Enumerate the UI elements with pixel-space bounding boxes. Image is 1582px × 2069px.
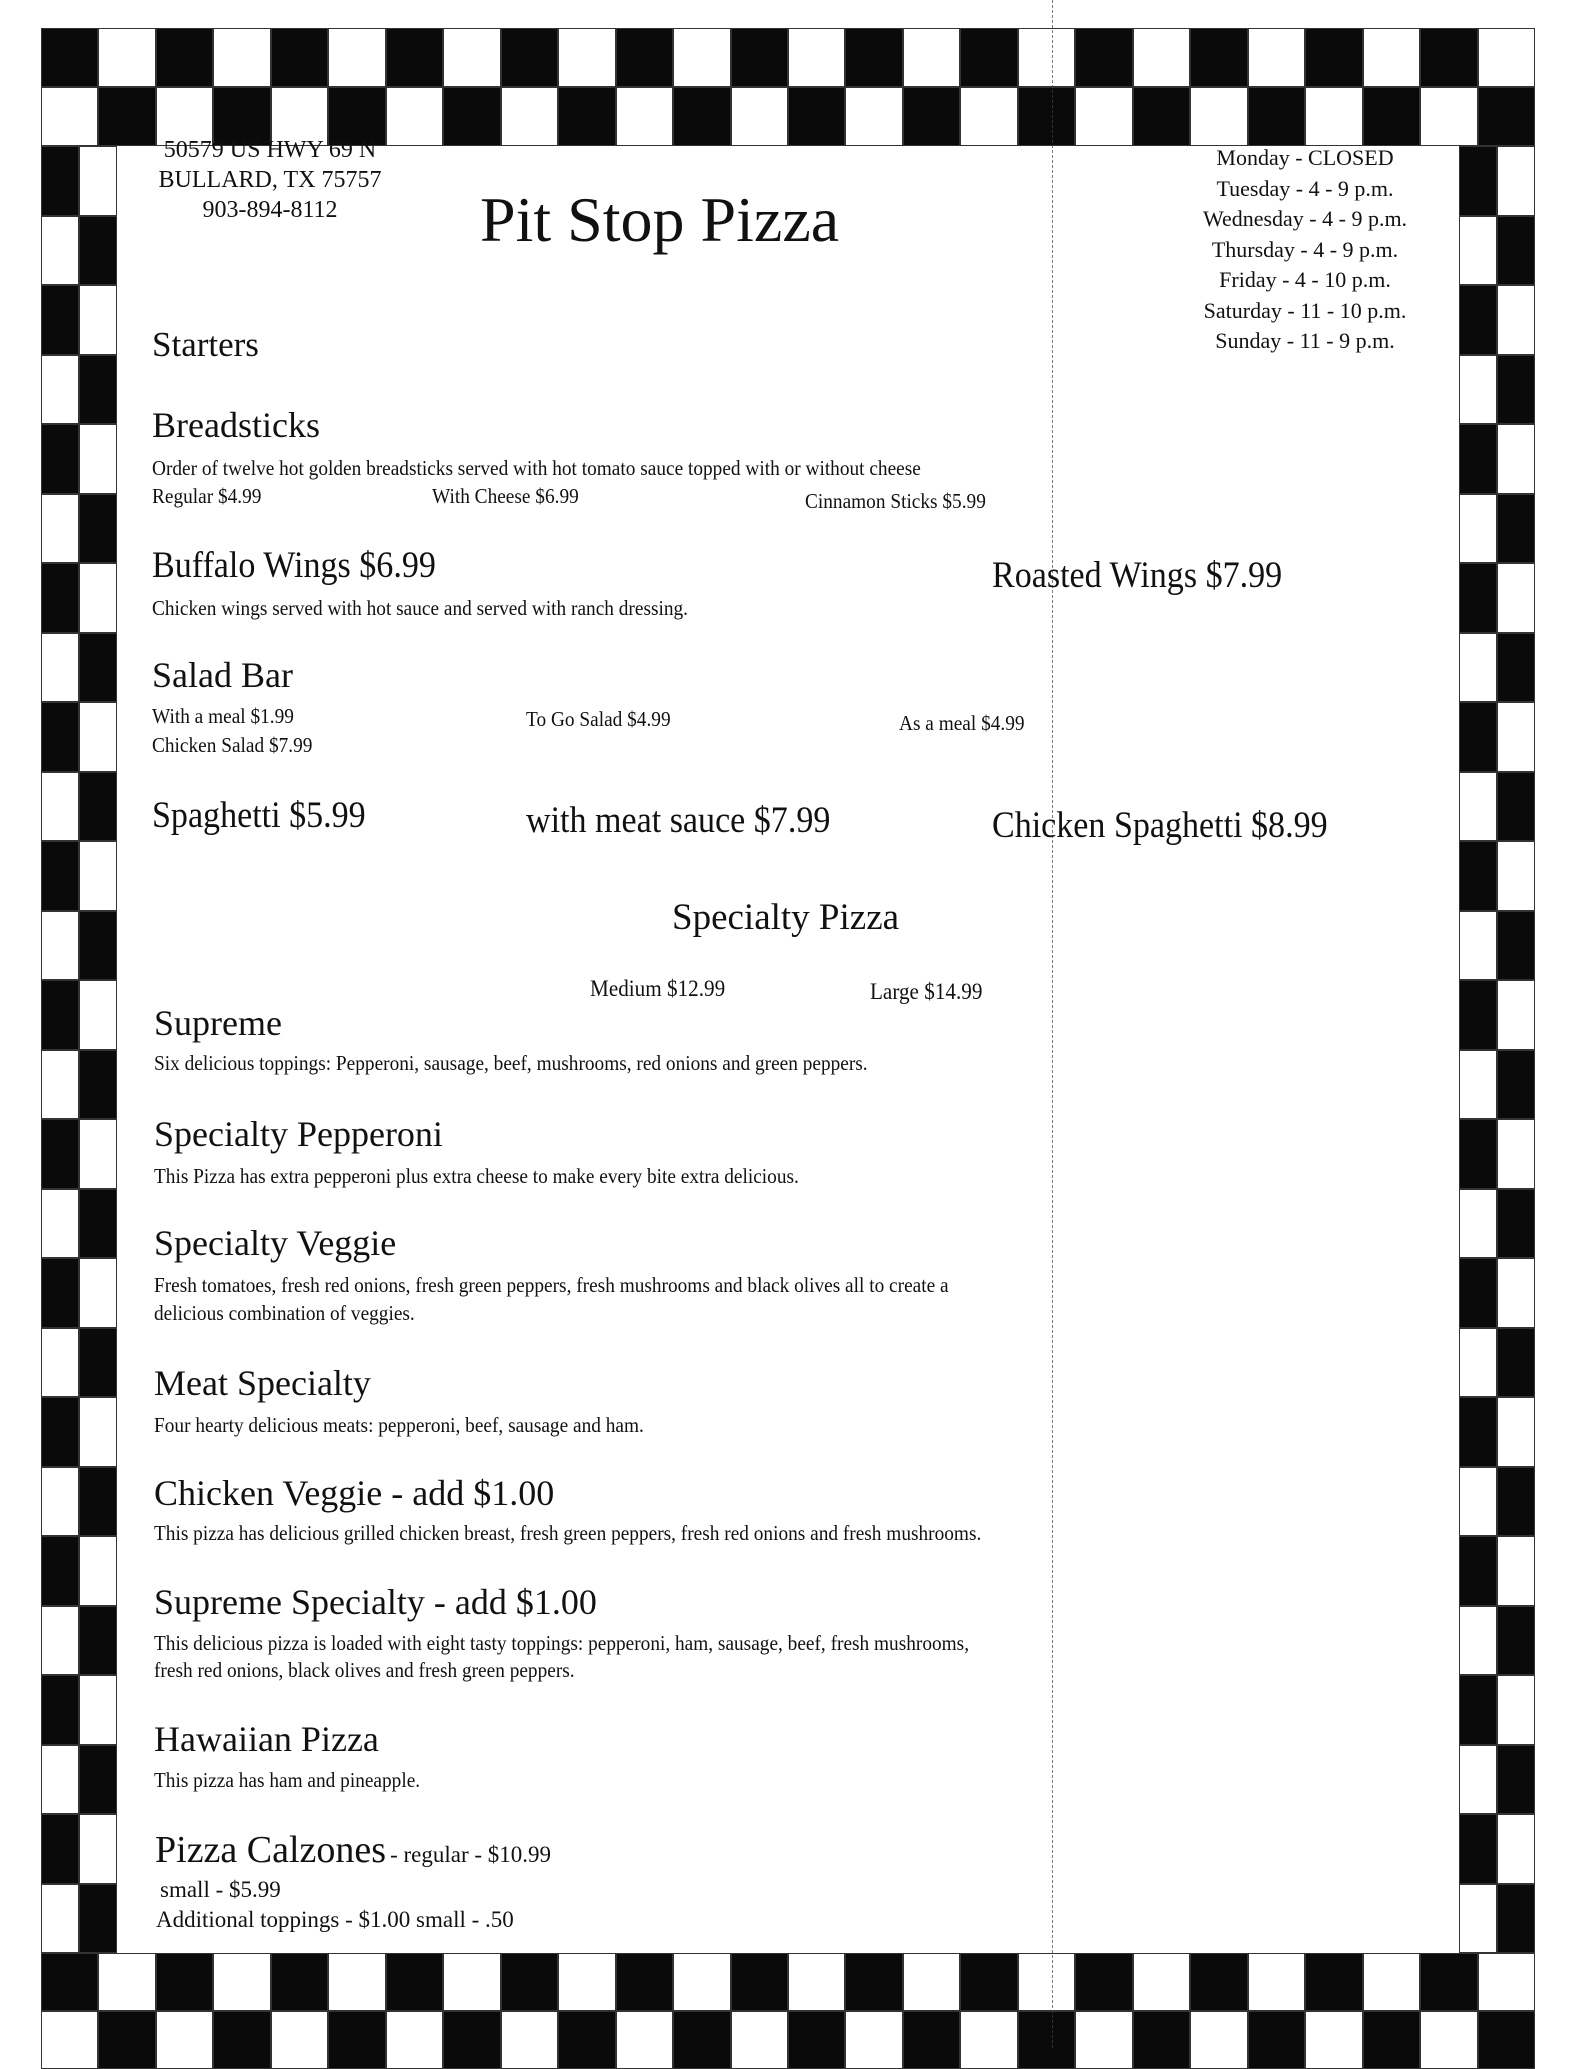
checker-square <box>79 1050 117 1120</box>
spaghetti-meat-sauce-price: with meat sauce $7.99 <box>526 800 831 841</box>
checker-square <box>79 1745 117 1815</box>
checker-square <box>41 1258 79 1328</box>
specialty-veggie-description-line1: Fresh tomatoes, fresh red onions, fresh green peppers, fresh mushrooms and black olives all to create a <box>154 1273 949 1297</box>
checker-square <box>41 87 98 146</box>
checker-square <box>1018 87 1075 146</box>
checker-square <box>41 1328 79 1398</box>
checker-square <box>1478 28 1535 87</box>
checker-square <box>1478 1953 1535 2011</box>
checker-square <box>1497 1119 1535 1189</box>
checker-square <box>79 1606 117 1676</box>
salad-as-meal-price: As a meal $4.99 <box>899 711 1025 735</box>
checker-square <box>1133 2011 1190 2069</box>
checker-square <box>41 28 98 87</box>
checker-square <box>79 1258 117 1328</box>
calzones-regular-price: - regular - $10.99 <box>390 1842 552 1867</box>
hours-friday: Friday - 4 - 10 p.m. <box>1219 267 1391 292</box>
checker-square <box>271 2011 328 2069</box>
specialty-pepperoni-description: This Pizza has extra pepperoni plus extra cheese to make every bite extra delicious. <box>154 1164 799 1188</box>
calzones-small-price: small - $5.99 <box>160 1877 281 1902</box>
checker-square <box>1420 87 1477 146</box>
hawaiian-pizza-description: This pizza has ham and pineapple. <box>154 1768 421 1792</box>
checker-square <box>79 1467 117 1537</box>
checkered-border-left <box>41 146 117 1953</box>
checker-square <box>41 1745 79 1815</box>
checker-square <box>41 1814 79 1884</box>
checker-square <box>960 2011 1017 2069</box>
checker-square <box>1459 772 1497 842</box>
checker-square <box>1497 1884 1535 1954</box>
checker-square <box>903 1953 960 2011</box>
checker-square <box>41 772 79 842</box>
address-street: 50579 US HWY 69 N <box>163 137 377 163</box>
checker-square <box>79 1119 117 1189</box>
breadsticks-description: Order of twelve hot golden breadsticks served with hot tomato sauce topped with or without cheese <box>152 456 921 480</box>
checkered-border-top <box>41 28 1535 146</box>
checker-square <box>41 2011 98 2069</box>
checker-square <box>1497 355 1535 425</box>
checker-square <box>1497 1258 1535 1328</box>
checker-square <box>41 355 79 425</box>
checker-square <box>328 28 385 87</box>
checker-square <box>1478 87 1535 146</box>
checker-square <box>41 285 79 355</box>
checker-square <box>616 2011 673 2069</box>
checker-square <box>1075 28 1132 87</box>
checker-square <box>79 146 117 216</box>
checker-square <box>156 28 213 87</box>
checker-square <box>1459 494 1497 564</box>
checker-square <box>1459 146 1497 216</box>
checker-square <box>1305 1953 1362 2011</box>
hours-saturday: Saturday - 11 - 10 p.m. <box>1203 297 1407 323</box>
checker-square <box>1459 702 1497 772</box>
checker-square <box>731 28 788 87</box>
checker-square <box>1459 1189 1497 1259</box>
checker-square <box>1248 2011 1305 2069</box>
starters-heading: Starters <box>152 325 259 364</box>
checker-square <box>1459 1536 1497 1606</box>
checker-square <box>788 28 845 87</box>
checker-square <box>1248 28 1305 87</box>
checker-square <box>1497 1745 1535 1815</box>
checker-square <box>41 980 79 1050</box>
phone-number: 903-894-8112 <box>202 197 338 223</box>
spaghetti-price: Spaghetti $5.99 <box>152 795 366 836</box>
checkered-border-right <box>1459 146 1535 1953</box>
checker-square <box>98 2011 155 2069</box>
checker-square <box>1497 980 1535 1050</box>
checker-square <box>673 28 730 87</box>
checker-square <box>79 1814 117 1884</box>
checker-square <box>1459 1467 1497 1537</box>
checker-square <box>673 1953 730 2011</box>
checker-square <box>903 28 960 87</box>
supreme-specialty-description-line2: fresh red onions, black olives and fresh green peppers. <box>154 1658 575 1682</box>
checker-square <box>1459 424 1497 494</box>
checker-square <box>1190 2011 1247 2069</box>
chicken-salad-price: Chicken Salad $7.99 <box>152 733 313 757</box>
checker-square <box>1459 911 1497 981</box>
checker-square <box>501 2011 558 2069</box>
checker-square <box>41 1189 79 1259</box>
checker-square <box>1420 2011 1477 2069</box>
hours-monday: Monday - CLOSED <box>1216 145 1394 170</box>
checker-square <box>903 87 960 146</box>
checker-square <box>616 1953 673 2011</box>
checker-square <box>1497 424 1535 494</box>
checker-square <box>79 702 117 772</box>
checker-square <box>271 28 328 87</box>
business-hours <box>1170 143 1440 357</box>
checker-square <box>788 1953 845 2011</box>
checker-square <box>1497 1814 1535 1884</box>
specialty-veggie-name: Specialty Veggie <box>154 1223 397 1263</box>
checker-square <box>1497 1536 1535 1606</box>
buffalo-wings-description: Chicken wings served with hot sauce and served with ranch dressing. <box>152 596 689 620</box>
checker-square <box>1497 633 1535 703</box>
hawaiian-pizza-name: Hawaiian Pizza <box>154 1719 379 1759</box>
checker-square <box>1075 1953 1132 2011</box>
checker-square <box>213 28 270 87</box>
checker-square <box>1459 1745 1497 1815</box>
checker-square <box>443 2011 500 2069</box>
checker-square <box>79 633 117 703</box>
meat-specialty-description: Four hearty delicious meats: pepperoni, beef, sausage and ham. <box>154 1413 644 1437</box>
buffalo-wings-name: Buffalo Wings $6.99 <box>152 545 436 586</box>
checker-square <box>1305 28 1362 87</box>
hours-tuesday: Tuesday - 4 - 9 p.m. <box>1216 175 1394 201</box>
checker-square <box>1363 1953 1420 2011</box>
checker-square <box>1459 1328 1497 1398</box>
hours-thursday: Thursday - 4 - 9 p.m. <box>1211 236 1399 262</box>
checker-square <box>1497 1328 1535 1398</box>
checker-square <box>156 2011 213 2069</box>
checker-square <box>1190 1953 1247 2011</box>
salad-with-meal-price: With a meal $1.99 <box>152 704 294 728</box>
checker-square <box>328 1953 385 2011</box>
checker-square <box>79 216 117 286</box>
checker-square <box>1459 1884 1497 1954</box>
specialty-pepperoni-name: Specialty Pepperoni <box>154 1114 443 1154</box>
checker-square <box>213 1953 270 2011</box>
checker-square <box>443 87 500 146</box>
checker-square <box>1497 1397 1535 1467</box>
calzones-name: Pizza Calzones <box>155 1829 387 1871</box>
checker-square <box>1459 285 1497 355</box>
checker-square <box>1497 1050 1535 1120</box>
checker-square <box>903 2011 960 2069</box>
hours-sunday: Sunday - 11 - 9 p.m. <box>1215 328 1395 353</box>
supreme-specialty-name: Supreme Specialty - add $1.00 <box>154 1582 597 1622</box>
checker-square <box>788 2011 845 2069</box>
checker-square <box>1305 87 1362 146</box>
checker-square <box>501 1953 558 2011</box>
checker-square <box>1497 563 1535 633</box>
checker-square <box>1459 216 1497 286</box>
checker-square <box>1363 2011 1420 2069</box>
checker-square <box>1459 563 1497 633</box>
checker-square <box>328 2011 385 2069</box>
checker-square <box>1190 87 1247 146</box>
checker-square <box>41 1884 79 1954</box>
salad-bar-name: Salad Bar <box>152 655 293 695</box>
checker-square <box>1497 1189 1535 1259</box>
checker-square <box>41 911 79 981</box>
supreme-name: Supreme <box>154 1003 282 1043</box>
calzones-additional-toppings: Additional toppings - $1.00 small - .50 <box>156 1907 514 1932</box>
checker-square <box>558 87 615 146</box>
checker-square <box>960 87 1017 146</box>
checker-square <box>41 841 79 911</box>
fold-line <box>1052 0 1053 2048</box>
checker-square <box>79 1536 117 1606</box>
checker-square <box>41 146 79 216</box>
checker-square <box>156 1953 213 2011</box>
checker-square <box>1133 1953 1190 2011</box>
checker-square <box>443 1953 500 2011</box>
checkered-border-bottom <box>41 1953 1535 2069</box>
checker-square <box>1459 1119 1497 1189</box>
checker-square <box>386 2011 443 2069</box>
checker-square <box>1459 1050 1497 1120</box>
checker-square <box>731 1953 788 2011</box>
checker-square <box>1497 285 1535 355</box>
checker-square <box>1459 1258 1497 1328</box>
checker-square <box>1497 772 1535 842</box>
checker-square <box>1190 28 1247 87</box>
checker-square <box>1363 28 1420 87</box>
checker-square <box>41 1953 98 2011</box>
checker-square <box>673 2011 730 2069</box>
checker-square <box>41 633 79 703</box>
specialty-pizza-heading: Specialty Pizza <box>672 897 900 938</box>
checker-square <box>41 424 79 494</box>
checker-square <box>1497 1606 1535 1676</box>
checker-square <box>1420 1953 1477 2011</box>
checker-square <box>79 424 117 494</box>
restaurant-title: Pit Stop Pizza <box>480 184 840 255</box>
checker-square <box>271 1953 328 2011</box>
checker-square <box>1459 1397 1497 1467</box>
breadsticks-price-cheese: With Cheese $6.99 <box>432 484 579 508</box>
checker-square <box>616 87 673 146</box>
calzones-heading-row <box>155 1828 551 1872</box>
checker-square <box>960 1953 1017 2011</box>
checker-square <box>731 87 788 146</box>
checker-square <box>1497 911 1535 981</box>
checker-square <box>79 494 117 564</box>
checker-square <box>788 87 845 146</box>
checker-square <box>1459 980 1497 1050</box>
checker-square <box>1018 28 1075 87</box>
checker-square <box>41 1467 79 1537</box>
checker-square <box>41 1606 79 1676</box>
breadsticks-price-regular: Regular $4.99 <box>152 484 262 508</box>
checker-square <box>386 28 443 87</box>
checker-square <box>1459 355 1497 425</box>
checker-square <box>1478 2011 1535 2069</box>
supreme-description: Six delicious toppings: Pepperoni, sausage, beef, mushrooms, red onions and green peppers. <box>154 1051 868 1075</box>
checker-square <box>41 702 79 772</box>
checker-square <box>501 28 558 87</box>
checker-square <box>79 980 117 1050</box>
checker-square <box>1497 1467 1535 1537</box>
checker-square <box>1363 87 1420 146</box>
checker-square <box>386 1953 443 2011</box>
checker-square <box>1018 2011 1075 2069</box>
checker-square <box>41 216 79 286</box>
specialty-medium-price: Medium $12.99 <box>590 976 726 1001</box>
checker-square <box>845 2011 902 2069</box>
checker-square <box>1133 87 1190 146</box>
chicken-veggie-description: This pizza has delicious grilled chicken breast, fresh green peppers, fresh red onions and fresh mushrooms. <box>154 1521 982 1545</box>
checker-square <box>79 1397 117 1467</box>
checker-square <box>616 28 673 87</box>
checker-square <box>41 1119 79 1189</box>
hours-wednesday: Wednesday - 4 - 9 p.m. <box>1202 206 1408 231</box>
checker-square <box>1459 1814 1497 1884</box>
checker-square <box>98 28 155 87</box>
checker-square <box>1459 1675 1497 1745</box>
checker-square <box>845 1953 902 2011</box>
checker-square <box>1248 87 1305 146</box>
checker-square <box>1420 28 1477 87</box>
checker-square <box>79 355 117 425</box>
checker-square <box>960 28 1017 87</box>
checker-square <box>1075 2011 1132 2069</box>
checker-square <box>79 285 117 355</box>
checker-square <box>41 1536 79 1606</box>
checker-square <box>1459 841 1497 911</box>
checker-square <box>79 1189 117 1259</box>
checker-square <box>213 2011 270 2069</box>
checker-square <box>79 1675 117 1745</box>
checker-square <box>1133 28 1190 87</box>
checker-square <box>1459 633 1497 703</box>
checker-square <box>79 1884 117 1954</box>
checker-square <box>41 494 79 564</box>
specialty-veggie-description-line2: delicious combination of veggies. <box>154 1301 415 1325</box>
checker-square <box>558 1953 615 2011</box>
checker-square <box>1497 841 1535 911</box>
supreme-specialty-description-line1: This delicious pizza is loaded with eight tasty toppings: pepperoni, ham, sausage, beef, fresh mushrooms, <box>154 1631 970 1655</box>
checker-square <box>1497 146 1535 216</box>
checker-square <box>1497 702 1535 772</box>
to-go-salad-price: To Go Salad $4.99 <box>526 707 671 731</box>
checker-square <box>1459 1606 1497 1676</box>
checker-square <box>731 2011 788 2069</box>
chicken-veggie-name: Chicken Veggie - add $1.00 <box>154 1473 555 1513</box>
checker-square <box>558 28 615 87</box>
checker-square <box>845 87 902 146</box>
address-city: BULLARD, TX 75757 <box>158 167 382 193</box>
checker-square <box>1305 2011 1362 2069</box>
checker-square <box>1018 1953 1075 2011</box>
breadsticks-name: Breadsticks <box>152 405 320 445</box>
checker-square <box>1497 216 1535 286</box>
checker-square <box>79 841 117 911</box>
roasted-wings-name: Roasted Wings $7.99 <box>992 555 1283 596</box>
checker-square <box>41 1397 79 1467</box>
checker-square <box>558 2011 615 2069</box>
checker-square <box>41 563 79 633</box>
checker-square <box>41 1675 79 1745</box>
checker-square <box>79 1328 117 1398</box>
checker-square <box>845 28 902 87</box>
meat-specialty-name: Meat Specialty <box>154 1363 371 1403</box>
checker-square <box>41 1050 79 1120</box>
checker-square <box>79 772 117 842</box>
checker-square <box>79 911 117 981</box>
cinnamon-sticks-price: Cinnamon Sticks $5.99 <box>805 489 986 513</box>
checker-square <box>1075 87 1132 146</box>
checker-square <box>1248 1953 1305 2011</box>
chicken-spaghetti-price: Chicken Spaghetti $8.99 <box>992 805 1328 846</box>
checker-square <box>501 87 558 146</box>
checker-square <box>1497 1675 1535 1745</box>
checker-square <box>98 1953 155 2011</box>
checker-square <box>79 563 117 633</box>
specialty-large-price: Large $14.99 <box>870 979 983 1004</box>
restaurant-address <box>130 135 410 225</box>
checker-square <box>1497 494 1535 564</box>
checker-square <box>673 87 730 146</box>
checker-square <box>443 28 500 87</box>
